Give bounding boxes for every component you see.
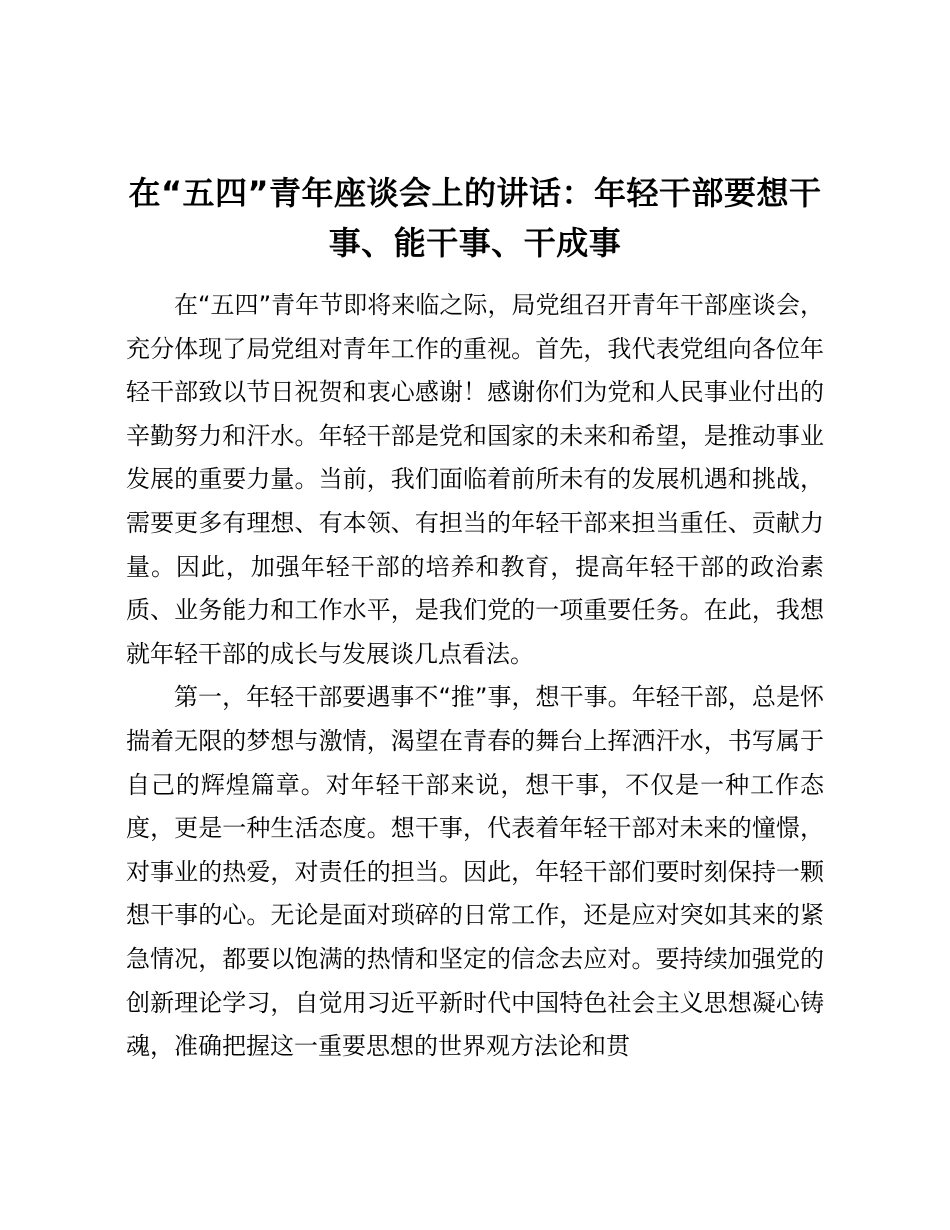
body-paragraph-first-point: 第一，年轻干部要遇事不“推”事，想干事。年轻干部，总是怀揣着无限的梦想与激情，渴望在青春的舞台上挥洒汗水，书写属于自己的辉煌篇章。对年轻干部来说，想干事，不仅是一种工作态度，更是一种生活态度。想干事，代表着年轻干部对未来的憧憬，对事业的热爱，对责任的担当。因此，年轻干部们要时刻保持一颗想干事的心。无论是面对琐碎的日常工作，还是应对突如其来的紧急情况，都要以饱满的热情和坚定的信念去应对。要持续加强党的创新理论学习，自觉用习近平新时代中国特色社会主义思想凝心铸魂，准确把握这一重要思想的世界观方法论和贯 bbox=[126, 683, 824, 1061]
document-body bbox=[126, 284, 824, 1069]
document-title: 在“五四”青年座谈会上的讲话：年轻干部要想干事、能干事、干成事 bbox=[128, 174, 822, 262]
body-paragraph-intro: 在“五四”青年节即将来临之际，局党组召开青年干部座谈会，充分体现了局党组对青年工作的重视。首先，我代表党组向各位年轻干部致以节日祝贺和衷心感谢！感谢你们为党和人民事业付出的辛勤努力和汗水。年轻干部是党和国家的未来和希望，是推动事业发展的重要力量。当前，我们面临着前所未有的发展机遇和挑战，需要更多有理想、有本领、有担当的年轻干部来担当重任、贡献力量。因此，加强年轻干部的培养和教育，提高年轻干部的政治素质、业务能力和工作水平，是我们党的一项重要任务。在此，我想就年轻干部的成长与发展谈几点看法。 bbox=[126, 291, 824, 668]
